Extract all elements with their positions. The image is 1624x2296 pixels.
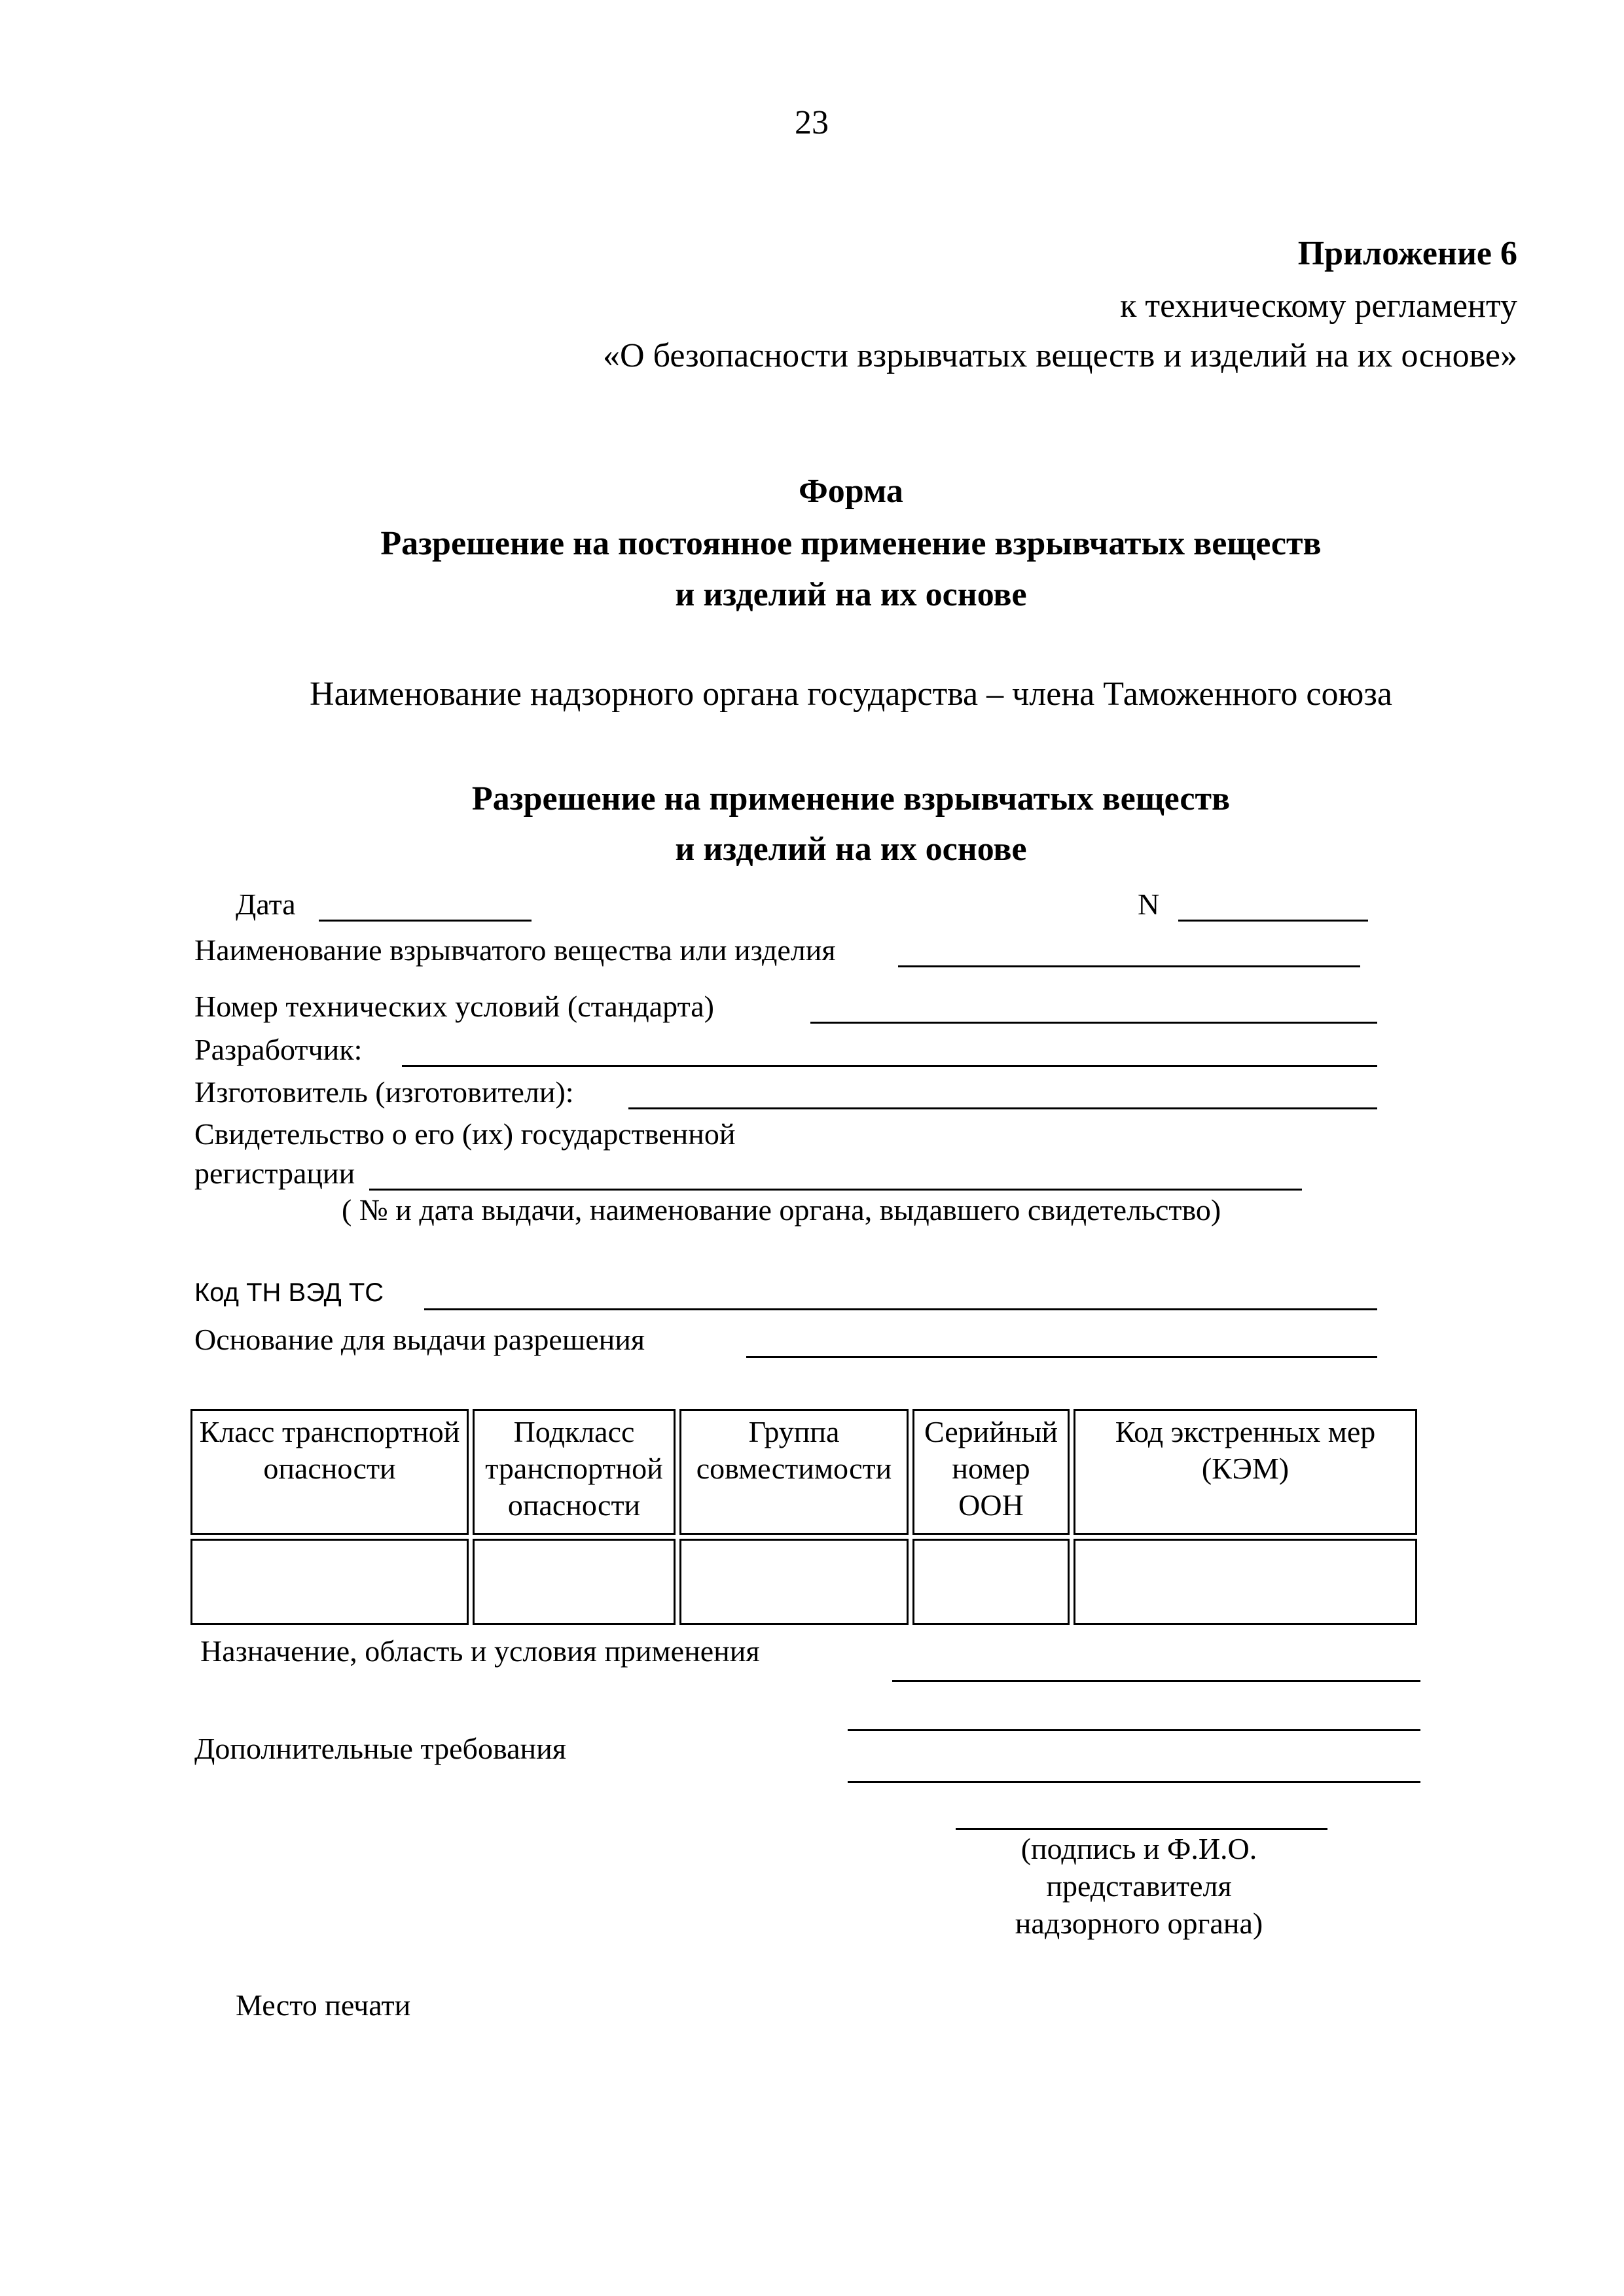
cell-emergency-measures-code[interactable] [1074, 1539, 1417, 1625]
basis-field-line[interactable] [746, 1356, 1377, 1358]
tn-ved-code-label: Код ТН ВЭД ТС [194, 1278, 384, 1307]
table-row [190, 1539, 1417, 1625]
signature-caption-line-3: надзорного органа) [1015, 1907, 1263, 1940]
additional-requirements-label: Дополнительные требования [194, 1732, 566, 1765]
manufacturer-field-line[interactable] [628, 1107, 1377, 1109]
purpose-label: Назначение, область и условия применения [200, 1634, 760, 1668]
developer-field-line[interactable] [402, 1065, 1377, 1067]
appendix-line-2: «О безопасности взрывчатых веществ и изделий на их основе» [603, 337, 1517, 374]
header-transport-hazard-subclass: Подкласс транспортной опасности [473, 1409, 676, 1535]
tech-conditions-label: Номер технических условий (стандарта) [194, 990, 714, 1023]
certificate-field-line[interactable] [369, 1189, 1302, 1191]
cell-compatibility-group[interactable] [679, 1539, 909, 1625]
purpose-field-line-1[interactable] [892, 1680, 1420, 1682]
cell-transport-hazard-subclass[interactable] [473, 1539, 676, 1625]
cell-transport-hazard-class[interactable] [190, 1539, 469, 1625]
stamp-place-label: Место печати [236, 1988, 411, 2022]
signature-caption-line-1: (подпись и Ф.И.О. [1020, 1832, 1257, 1865]
substance-name-label: Наименование взрывчатого вещества или изделия [194, 933, 836, 967]
certificate-label-line-1: Свидетельство о его (их) государственной [194, 1117, 736, 1151]
purpose-field-line-2[interactable] [848, 1729, 1420, 1731]
cell-un-serial-number[interactable] [912, 1539, 1070, 1625]
header-emergency-measures-code: Код экстренных мер (КЭМ) [1074, 1409, 1417, 1535]
certificate-label-line-2: регистрации [194, 1157, 355, 1190]
form-label: Форма [799, 473, 903, 510]
signature-caption-line-2: представителя [1046, 1869, 1232, 1903]
additional-requirements-field-line[interactable] [848, 1781, 1420, 1783]
basis-label: Основание для выдачи разрешения [194, 1323, 645, 1356]
number-field-line[interactable] [1178, 920, 1368, 922]
subtitle-line-1: Разрешение на применение взрывчатых веществ [471, 780, 1231, 817]
appendix-line-1: к техническому регламенту [1120, 287, 1517, 325]
header-transport-hazard-class: Класс транспортной опасности [190, 1409, 469, 1535]
appendix-title: Приложение 6 [1297, 235, 1517, 272]
subtitle-line-2: и изделий на их основе [675, 831, 1027, 868]
hazard-classification-table [187, 1405, 1421, 1629]
tech-conditions-field-line[interactable] [810, 1022, 1377, 1024]
header-compatibility-group: Группа совместимости [679, 1409, 909, 1535]
developer-label: Разработчик: [194, 1033, 363, 1066]
form-title-line-1: Разрешение на постоянное применение взрывчатых веществ [380, 525, 1322, 562]
substance-name-field-line[interactable] [898, 965, 1360, 967]
page-number: 23 [795, 104, 829, 141]
form-title-line-2: и изделий на их основе [675, 576, 1027, 613]
certificate-hint: ( № и дата выдачи, наименование органа, выдавшего свидетельство) [342, 1193, 1221, 1227]
number-label: N [1138, 888, 1160, 921]
manufacturer-label: Изготовитель (изготовители): [194, 1075, 574, 1109]
tn-ved-code-field-line[interactable] [424, 1308, 1377, 1310]
header-un-serial-number: Серийный номер ООН [912, 1409, 1070, 1535]
date-field-line[interactable] [319, 920, 532, 922]
date-label: Дата [236, 888, 296, 921]
authority-name: Наименование надзорного органа государства – члена Таможенного союза [310, 675, 1392, 713]
